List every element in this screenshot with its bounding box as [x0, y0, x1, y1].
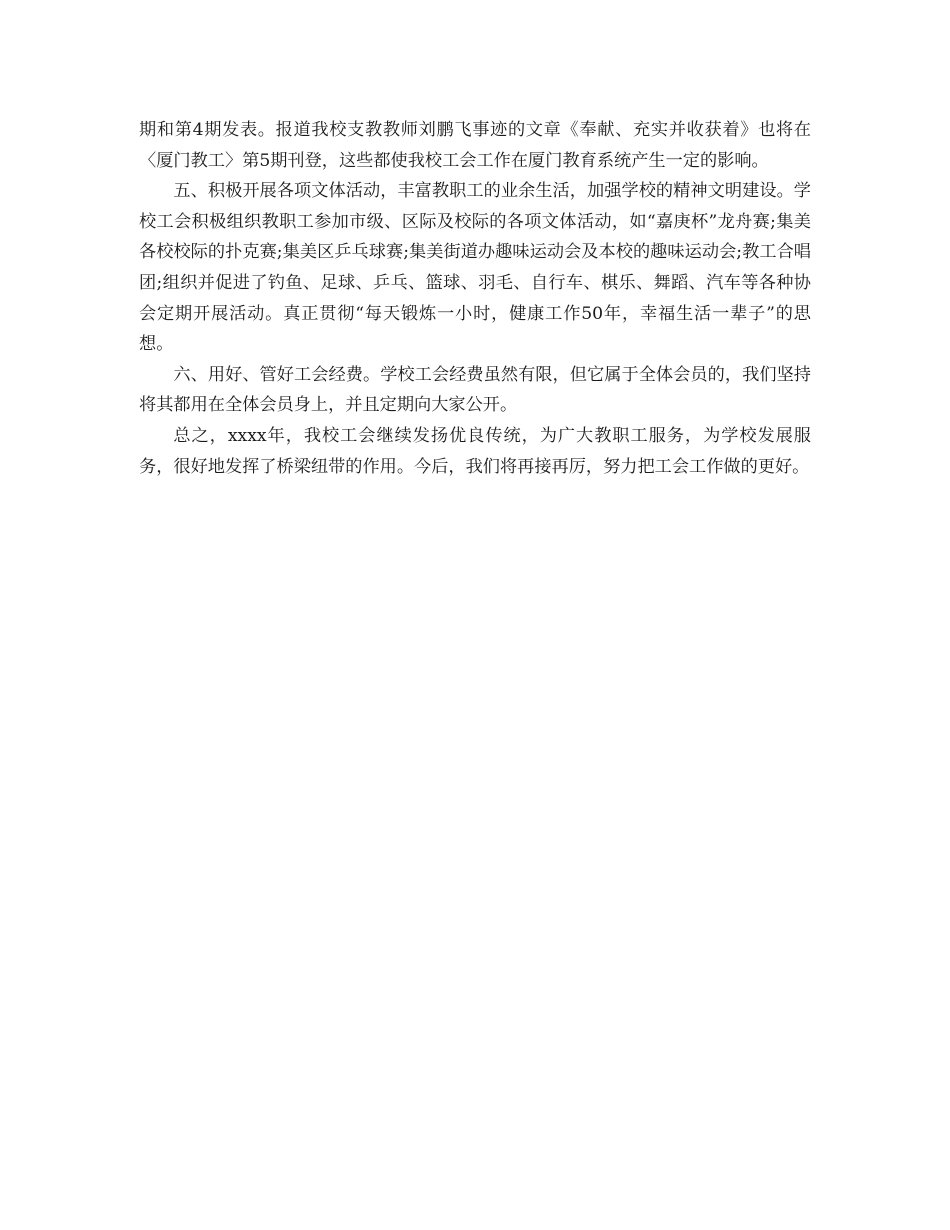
- paragraph-summary: 总之，xxxx年，我校工会继续发扬优良传统，为广大教职工服务，为学校发展服务，很好地发挥了桥梁纽带的作用。今后，我们将再接再厉，努力把工会工作做的更好。: [139, 425, 811, 477]
- paragraph-continuation: 期和第4期发表。报道我校支教教师刘鹏飞事迹的文章《奉献、充实并收获着》也将在〈厦门教工〉第5期刊登，这些都使我校工会工作在厦门教育系统产生一定的影响。: [139, 120, 811, 171]
- document-body: [139, 115, 811, 482]
- paragraph-cultural-activities: 五、积极开展各项文体活动，丰富教职工的业余生活，加强学校的精神文明建设。学校工会积极组织教职工参加市级、区际及校际的各项文体活动，如“嘉庚杯”龙舟赛;集美各校校际的扑克赛;集美区乒乓球赛;集美街道办趣味运动会及本校的趣味运动会;教工合唱团;组织并促进了钓鱼、足球、乒乓、篮球、羽毛、自行车、棋乐、舞蹈、汽车等各种协会定期开展活动。真正贯彻“每天锻炼一小时，健康工作50年，幸福生活一辈子”的思想。: [139, 181, 811, 355]
- paragraph-union-funds: 六、用好、管好工会经费。学校工会经费虽然有限，但它属于全体会员的，我们坚持将其都用在全体会员身上，并且定期向大家公开。: [139, 364, 811, 416]
